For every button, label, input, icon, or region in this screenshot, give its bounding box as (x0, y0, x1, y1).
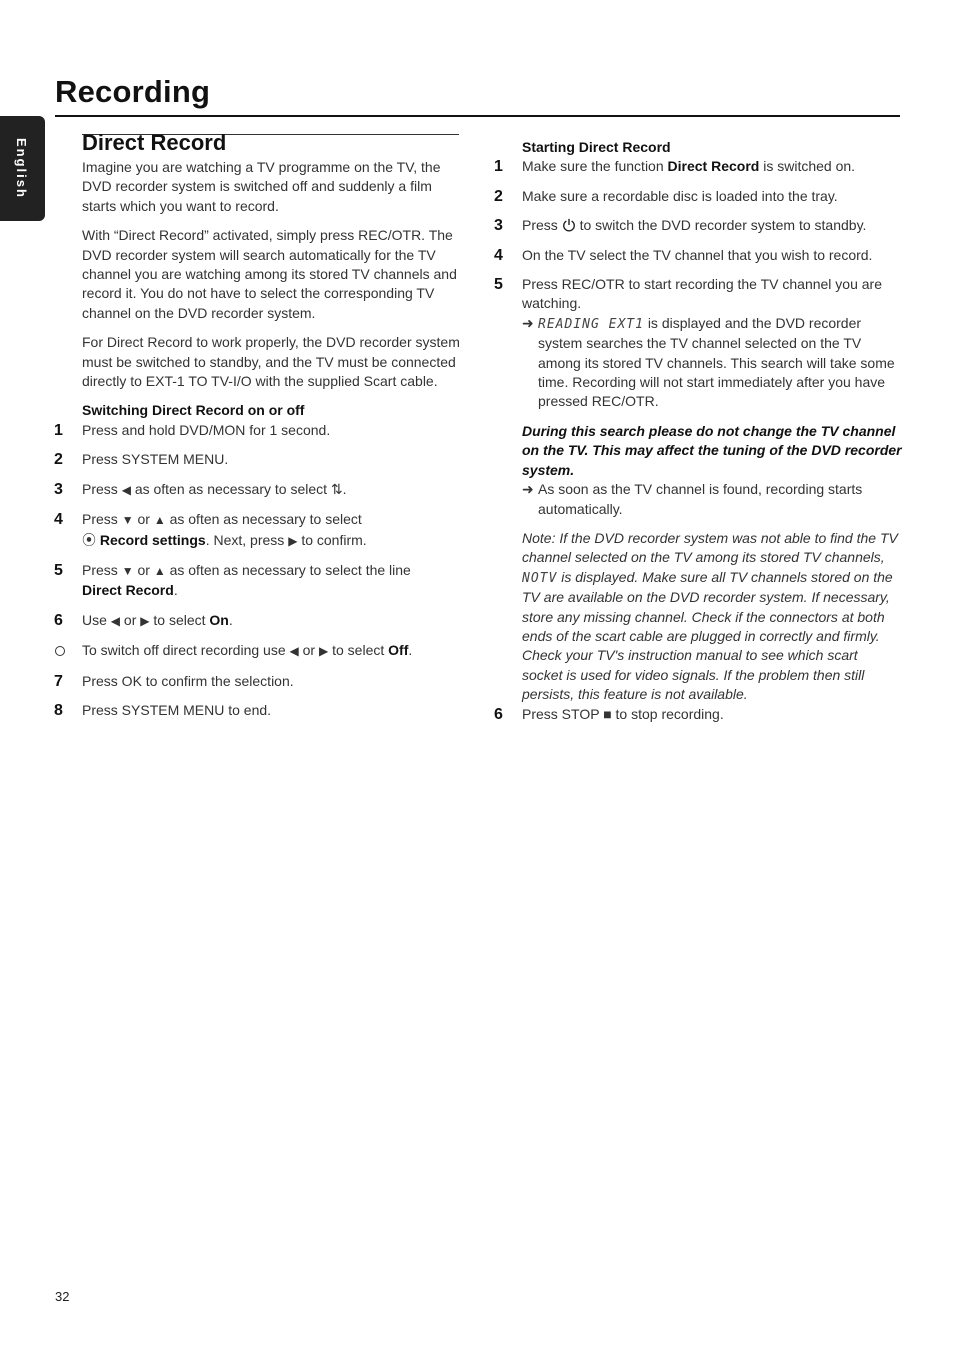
step-text: Make sure a recordable disc is loaded into the tray. (522, 187, 838, 204)
on-label: On (209, 611, 229, 628)
arrow-down-icon: ▼ (121, 563, 134, 578)
step-number: 5 (54, 561, 63, 579)
step-number: 8 (54, 701, 63, 719)
left-column (54, 158, 460, 730)
step-text: Press REC/OTR to start recording the TV channel you are watching. (522, 276, 883, 312)
left-step-2 (54, 450, 460, 469)
language-tab-label: English (14, 138, 29, 199)
arrow-right-icon: ▶ (318, 644, 329, 659)
left-step-5: 5 Press ▼ or ▲ as often as necessary to select the line Direct Record. (54, 561, 411, 599)
stop-icon: ■ (603, 705, 612, 722)
step-number: 4 (54, 511, 63, 529)
record-settings-label: Record settings (99, 531, 206, 548)
step-text: Press OK to confirm the selection. (82, 672, 294, 689)
off-label: Off (388, 642, 409, 659)
step-number: 3 (494, 217, 503, 235)
arrow-left-icon: ◀ (121, 482, 131, 497)
right-step-5 (494, 275, 902, 314)
arrow-left-icon: ◀ (289, 644, 299, 659)
title-rule (55, 115, 900, 117)
intro-paragraph-2: With “Direct Record” activated, simply press REC/OTR. The DVD recorder system will search automatically for the TV channel you are watching among its stored TV channels and record it. You do not have to select the corresponding TV channel on the DVD recorder system. (82, 227, 457, 321)
step-number: 3 (54, 480, 63, 498)
note-text: Note: If the DVD recorder system was not able to find the TV channel selected on the TV among its stored TV channels, NOTV is displayed. Make sure all TV channels stored on the TV are available on the DVD recorder system. If necessary, store any missing channel. Check if the connectors at both ends of the scart cable are plugged in correctly and firmly. Check your TV's instruction manual to see which scart socket is used for video signals. If the problem then still persists, this feature is not available. (522, 529, 898, 703)
step-text: as often as necessary to select (134, 480, 328, 497)
left-step-1 (54, 421, 460, 440)
step-number: 6 (494, 705, 503, 723)
step-number: 7 (54, 672, 63, 690)
step-number: 1 (494, 158, 503, 176)
direct-record-label: Direct Record (82, 582, 174, 599)
step-text: Press SYSTEM MENU to end. (82, 701, 272, 718)
warning-text: During this search please do not change the TV channel on the TV. This may affect the tuning of the DVD recorder system. (522, 422, 902, 478)
language-tab (0, 116, 45, 221)
result-found: ➜ As soon as the TV channel is found, recording starts automatically. (522, 481, 863, 517)
left-step-4: 4 Press ▼ or ▲ as often as necessary to select ⦿ Record settings. Next, press ▶ to confirm. (54, 511, 367, 548)
arrow-down-icon: ▼ (121, 513, 134, 528)
arrow-up-icon: ▲ (153, 513, 166, 528)
left-step-7 (54, 672, 460, 691)
right-step-6: 6 Press STOP ■ to stop recording. (494, 705, 724, 723)
setup-icon: ⇅ (330, 480, 343, 497)
record-settings-icon: ⦿ (82, 531, 96, 548)
step-number: 5 (494, 276, 503, 294)
right-step-2 (494, 187, 902, 206)
bullet-circle-icon (55, 646, 65, 656)
left-step-8 (54, 701, 460, 720)
result-arrow-icon: ➜ (522, 314, 534, 331)
direct-record-label: Direct Record (667, 158, 760, 175)
page-title: Recording (55, 74, 211, 109)
page-number: 32 (55, 1289, 70, 1304)
section-title: Direct Record (82, 130, 227, 155)
starting-subheading: Starting Direct Record (522, 139, 671, 155)
step-number: 1 (54, 421, 63, 439)
result-arrow-icon: ➜ (522, 481, 534, 498)
right-column (494, 138, 902, 734)
arrow-right-icon: ▶ (288, 533, 298, 548)
intro-paragraph-1: Imagine you are watching a TV programme on the TV, the DVD recorder system is switched off and suddenly a film starts which you want to record. (82, 159, 441, 214)
step-text: Press and hold DVD/MON for 1 second. (82, 421, 331, 438)
step-number: 6 (54, 611, 63, 629)
arrow-left-icon: ◀ (110, 613, 121, 628)
arrow-right-icon: ▶ (140, 613, 150, 628)
right-step-1: 1 Make sure the function Direct Record is switched on. (494, 158, 856, 176)
result-reading: ➜ READING EXT1 is displayed and the DVD recorder system searches the TV channel selected on the TV among its stored TV channels. This search will take some time. Recording will not start immediately after you have pressed REC/OTR. (522, 314, 895, 410)
step-number: 4 (494, 246, 503, 264)
step-text: On the TV select the TV channel that you wish to record. (522, 246, 873, 263)
right-step-4 (494, 246, 902, 265)
lcd-reading-text: READING EXT1 (538, 316, 644, 332)
left-step-6b: To switch off direct recording use ◀ or ▶ to select Off. (82, 641, 460, 661)
step-number: 2 (494, 187, 503, 205)
intro-paragraph-3: For Direct Record to work properly, the DVD recorder system must be switched to standby, and the TV must be connected directly to EXT-1 TO TV-I/O with the supplied Scart cable. (82, 334, 460, 390)
step-text: Press SYSTEM MENU. (82, 451, 229, 468)
lcd-notv-text: NOTV (522, 570, 558, 586)
step-number: 2 (54, 451, 63, 469)
left-step-6: 6 Use ◀ or ▶ to select On. (54, 611, 233, 629)
step-text: Press (82, 480, 118, 497)
switching-subheading: Switching Direct Record on or off (82, 402, 305, 419)
right-step-3: 3 Press to switch the DVD recorder system to standby. (494, 217, 867, 235)
left-step-3: 3 Press ◀ as often as necessary to select ⇅. (54, 480, 347, 498)
power-icon (562, 218, 576, 232)
arrow-up-icon: ▲ (153, 563, 166, 578)
